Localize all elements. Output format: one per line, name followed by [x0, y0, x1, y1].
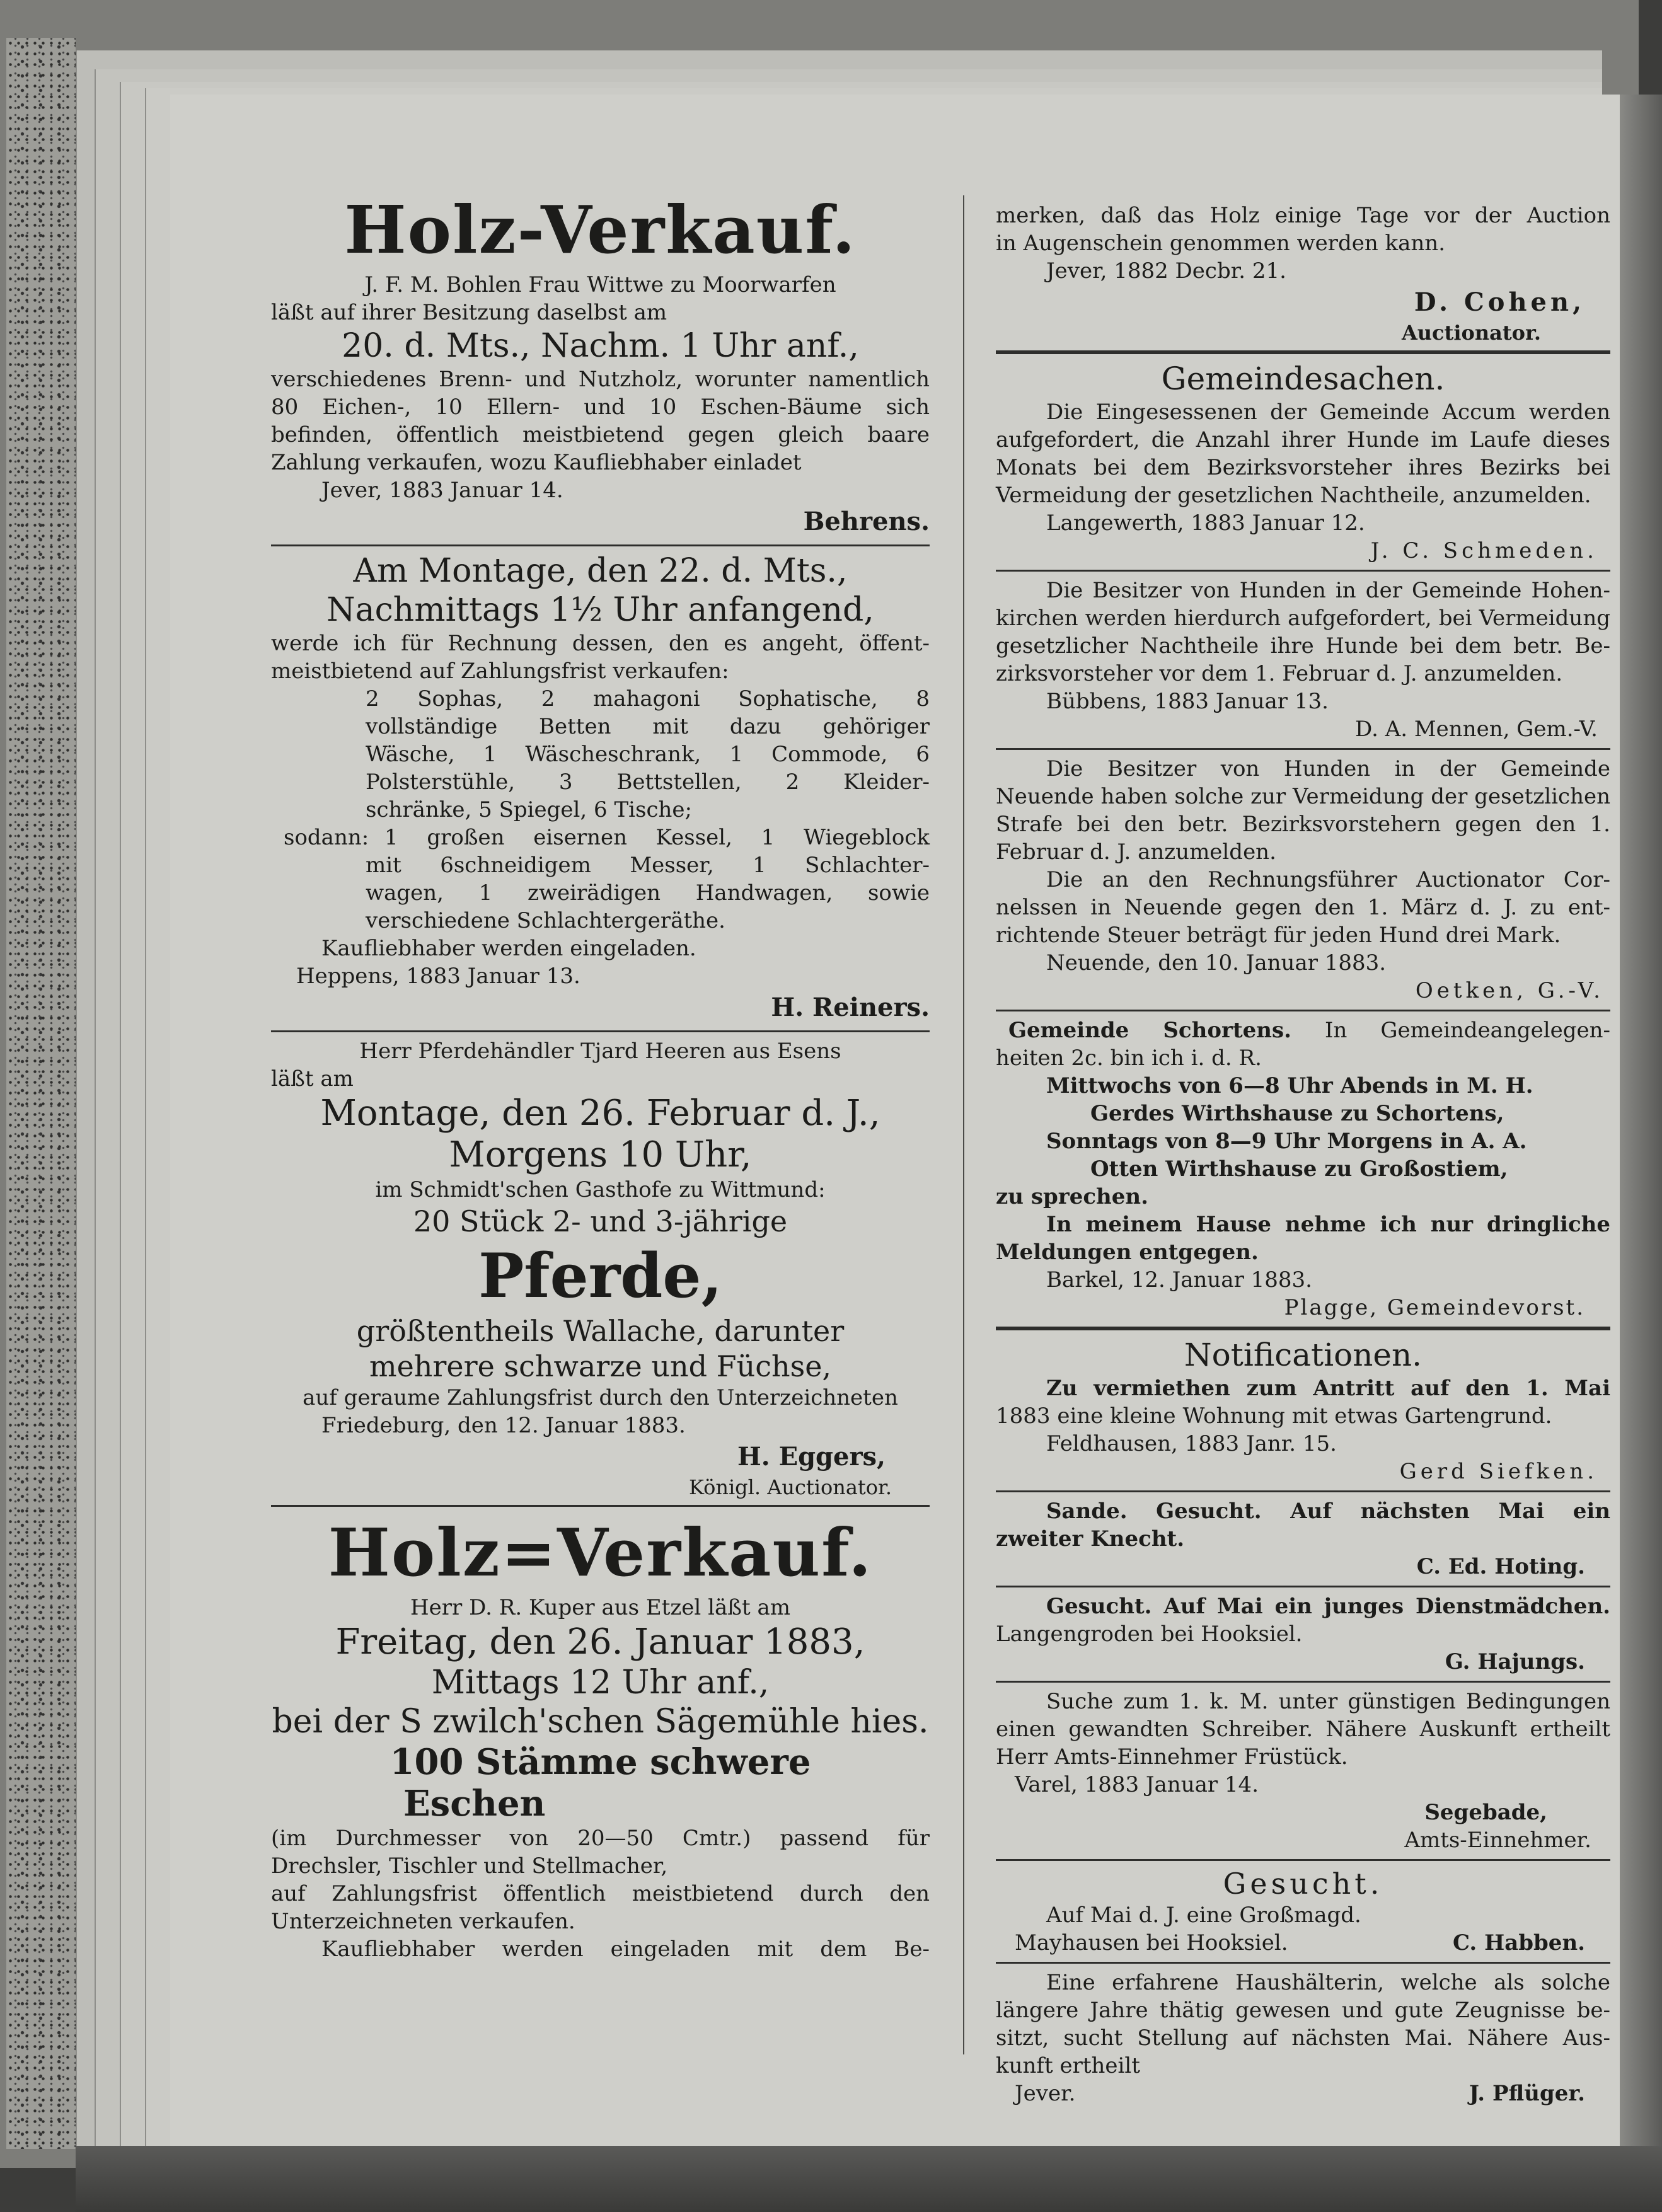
ad-place-date: Jever, 1883 Januar 14.: [321, 478, 563, 503]
ad-signature: Behrens.: [803, 507, 930, 536]
ad-date: Mittags 12 Uhr anf.,: [431, 1664, 770, 1702]
notif-line: 1883 eine kleine Wohnung mit etwas Gartengrund.: [996, 1403, 1552, 1429]
notice-line: Die Eingesessenen der Gemeinde Accum werden: [1046, 400, 1610, 425]
ad-line: auf geraume Zahlungsfrist durch den Unterzeichneten: [303, 1385, 898, 1410]
notice-line: Vermeidung der gesetzlichen Nachtheile, anzumelden.: [996, 483, 1591, 508]
ad-line: Herr D. R. Kuper aus Etzel läßt am: [410, 1595, 790, 1620]
notice-place-date: Barkel, 12. Januar 1883.: [1046, 1267, 1312, 1293]
ad-title: Pferde,: [478, 1240, 722, 1311]
notif-line: Langengroden bei Hooksiel.: [996, 1622, 1303, 1647]
notice-hohenkirchen: [996, 577, 1610, 743]
notice-line: zu sprechen.: [996, 1184, 1148, 1209]
notice-separator: [996, 570, 1610, 572]
ad-sodann-label: sodann:: [284, 825, 369, 850]
notif-signature: C. Habben.: [1452, 1930, 1585, 1956]
notif-signature: J. Pflüger.: [1469, 2081, 1585, 2106]
ad-line: läßt auf ihrer Besitzung daselbst am: [271, 300, 667, 325]
section-title: Gemeindesachen.: [1161, 360, 1445, 397]
ad-line: 100 Stämme schwere: [390, 1741, 811, 1783]
notif-line: längere Jahre thätig gewesen und gute Zeugnisse be-: [996, 1998, 1610, 2023]
ad-separator: [271, 1505, 930, 1507]
notice-signature: J. C. Schmeden.: [1370, 538, 1598, 563]
notice-schortens: [996, 1017, 1610, 1322]
ad-item-line: Polsterstühle, 3 Bettstellen, 2 Kleider-: [366, 769, 930, 795]
notice-accum: [996, 398, 1610, 565]
notif-separator: [996, 1586, 1610, 1587]
notif-signature: G. Hajungs.: [1445, 1649, 1585, 1674]
ad-line: in Augenschein genommen werden kann.: [996, 231, 1446, 256]
notice-place-date: Langewerth, 1883 Januar 12.: [1046, 510, 1365, 536]
ad-item-line: wagen, 1 zweirädigen Handwagen, sowie: [366, 880, 930, 906]
ad-line: J. F. M. Bohlen Frau Wittwe zu Moorwarfen: [364, 272, 836, 297]
ad-line: Drechsler, Tischler und Stellmacher,: [271, 1853, 668, 1879]
notice-line: Meldungen entgegen.: [996, 1240, 1259, 1265]
ad-item-line: 1 großen eisernen Kessel, 1 Wiegeblock: [384, 825, 930, 850]
ad-date: 20. d. Mts., Nachm. 1 Uhr anf.,: [342, 327, 859, 365]
notif-footer-row: [996, 2080, 1610, 2107]
notice-line: Sonntags von 8—9 Uhr Morgens in A. A.: [1046, 1129, 1527, 1154]
notice-separator: [996, 1010, 1610, 1011]
notice-line: aufgefordert, die Anzahl ihrer Hunde im Laufe dieses: [996, 427, 1610, 452]
notif-line: Gesucht. Auf Mai ein junges Dienstmädchen.: [1046, 1594, 1610, 1619]
notif-place-date: Varel, 1883 Januar 14.: [1015, 1772, 1259, 1797]
left-column: [271, 189, 930, 1963]
ad-line: im Schmidt'schen Gasthofe zu Wittmund:: [375, 1177, 826, 1202]
ad-line: Zahlung verkaufen, wozu Kaufliebhaber einladet: [271, 450, 802, 475]
notice-place-date: Bübbens, 1883 Januar 13.: [1046, 689, 1329, 714]
ad-place-date: Heppens, 1883 Januar 13.: [296, 964, 580, 989]
notice-signature: D. A. Mennen, Gem.-V.: [1355, 717, 1598, 742]
notice-line: Monats bei dem Bezirksvorsteher ihres Bezirks bei: [996, 455, 1610, 480]
notice-line: Die Besitzer von Hunden in der Gemeinde: [1046, 756, 1610, 781]
ad-line: meistbietend auf Zahlungsfrist verkaufen:: [271, 659, 729, 684]
notice-line: Die Besitzer von Hunden in der Gemeinde Hohen-: [1046, 578, 1610, 603]
ad-title: Holz-Verkauf.: [344, 191, 857, 268]
notice-signature: Oetken, G.-V.: [1415, 978, 1604, 1003]
notice-line: Gerdes Wirthshause zu Schortens,: [1090, 1101, 1504, 1126]
notif-line: Zu vermiethen zum Antritt auf den 1. Mai: [1046, 1376, 1610, 1401]
ad-line: läßt am: [271, 1066, 354, 1092]
ad-line: Kaufliebhaber werden eingeladen.: [321, 936, 696, 961]
notif-line: einen gewandten Schreiber. Nähere Auskunft ertheilt: [996, 1717, 1610, 1742]
ad-line: Eschen: [403, 1783, 546, 1824]
notice-line: Otten Wirthshause zu Großostiem,: [1090, 1156, 1508, 1182]
ad-signature: D. Cohen,: [1414, 287, 1585, 317]
ad-line: 80 Eichen-, 10 Ellern- und 10 Eschen-Bäume sich: [271, 395, 930, 420]
notif-separator: [996, 1681, 1610, 1683]
column-divider: [963, 195, 964, 2054]
notice-neuende: [996, 755, 1610, 1005]
ad-line: verschiedenes Brenn- und Nutzholz, worunter namentlich: [271, 367, 930, 392]
notice-line: heiten 2c. bin ich i. d. R.: [996, 1046, 1262, 1071]
notice-text: In Gemeindeangelegen-: [1325, 1018, 1610, 1043]
notif-line: Auf Mai d. J. eine Großmagd.: [1046, 1903, 1361, 1928]
ad-holz-verkauf-kuper: [271, 1512, 930, 1963]
notif-line: zweiter Knecht.: [996, 1526, 1185, 1552]
notif-separator: [996, 1490, 1610, 1492]
ad-pferde-heeren: [271, 1037, 930, 1500]
ad-separator: [271, 1030, 930, 1032]
notice-signature: Plagge, Gemeindevorst.: [1284, 1295, 1585, 1320]
ad-continuation-cohen: [996, 202, 1610, 345]
notif-separator: [996, 1962, 1610, 1964]
ad-date: Montage, den 26. Februar d. J.,: [320, 1093, 880, 1134]
notif-line: Herr Amts-Einnehmer Früstück.: [996, 1744, 1348, 1770]
page-bottom-edge: [76, 2146, 1662, 2212]
notif-title: Gesucht.: [1223, 1867, 1383, 1901]
notice-line: gesetzlicher Nachtheile ihre Hunde bei dem betr. Be-: [996, 633, 1610, 659]
notif-separator: [996, 1859, 1610, 1861]
ad-title: Holz=Verkauf.: [328, 1514, 873, 1591]
ad-line: mehrere schwarze und Füchse,: [369, 1349, 832, 1383]
notif-schreiber: [996, 1688, 1610, 1854]
page-right-edge: [1620, 95, 1662, 2212]
notice-separator: [996, 748, 1610, 750]
ad-line: Herr Pferdehändler Tjard Heeren aus Esens: [359, 1039, 841, 1064]
notif-dienstmaedchen: [996, 1593, 1610, 1676]
notice-line: In meinem Hause nehme ich nur dringliche: [1046, 1212, 1610, 1237]
section-separator: [996, 1327, 1610, 1330]
notif-footer-row: [996, 1929, 1610, 1957]
ad-headline: Am Montage, den 22. d. Mts.,: [353, 552, 848, 590]
ad-place-date: Friedeburg, den 12. Januar 1883.: [321, 1413, 686, 1438]
notif-line: Suche zum 1. k. M. unter günstigen Bedingungen: [1046, 1689, 1610, 1714]
notice-line: Neuende haben solche zur Vermeidung der gesetzlichen: [996, 784, 1610, 809]
ad-auction-reiners: [271, 551, 930, 1025]
ad-line: 20 Stück 2- und 3-jährige: [413, 1204, 788, 1238]
marbled-edge: [6, 38, 76, 2149]
notice-line: nelssen in Neuende gegen den 1. März d. J. zu ent-: [996, 895, 1610, 920]
ad-place-date: Jever, 1882 Decbr. 21.: [1046, 258, 1286, 284]
ad-item-line: 2 Sophas, 2 mahagoni Sophatische, 8: [366, 686, 930, 711]
notif-line: sitzt, sucht Stellung auf nächsten Mai. Nähere Aus-: [996, 2025, 1610, 2051]
notif-signature: Gerd Siefken.: [1399, 1459, 1598, 1484]
ad-item-line: Wäsche, 1 Wäscheschrank, 1 Commode, 6: [366, 742, 930, 767]
ad-line: Unterzeichneten verkaufen.: [271, 1909, 575, 1934]
notif-haushaelterin: [996, 1969, 1610, 2107]
ad-line: werde ich für Rechnung dessen, den es angeht, öffent-: [271, 631, 930, 656]
notif-signature: Segebade,: [1424, 1800, 1547, 1825]
section-separator: [996, 350, 1610, 354]
ad-signature-title: Auctionator.: [1401, 321, 1541, 345]
notif-place: Jever.: [1015, 2081, 1076, 2106]
ad-signature: H. Reiners.: [771, 993, 930, 1022]
notice-line: Die an den Rechnungsführer Auctionator Cor-: [1046, 867, 1610, 892]
ad-line: größtentheils Wallache, darunter: [356, 1314, 845, 1348]
section-title: Notificationen.: [1184, 1337, 1423, 1373]
notice-line: [996, 1017, 1610, 1044]
ad-item-line: mit 6schneidigem Messer, 1 Schlachter-: [366, 853, 930, 878]
notif-place-date: Feldhausen, 1883 Janr. 15.: [1046, 1431, 1337, 1456]
notice-line: kirchen werden hierdurch aufgefordert, bei Vermeidung: [996, 606, 1610, 631]
ad-line: Kaufliebhaber werden eingeladen mit dem Be-: [321, 1937, 930, 1962]
notice-line: Februar d. J. anzumelden.: [996, 839, 1276, 865]
notice-line: Mittwochs von 6—8 Uhr Abends in M. H.: [1046, 1073, 1533, 1098]
ad-item-line: schränke, 5 Spiegel, 6 Tische;: [366, 797, 692, 822]
ad-headline: Nachmittags 1½ Uhr anfangend,: [326, 591, 874, 629]
ad-date: Morgens 10 Uhr,: [449, 1134, 752, 1175]
notif-signature-title: Amts-Einnehmer.: [1404, 1828, 1591, 1853]
ad-line: auf Zahlungsfrist öffentlich meistbietend durch den: [271, 1881, 930, 1906]
notif-place: Mayhausen bei Hooksiel.: [1015, 1930, 1288, 1956]
notif-signature: C. Ed. Hoting.: [1416, 1554, 1585, 1579]
ad-item-line: verschiedene Schlachtergeräthe.: [366, 908, 725, 933]
ad-signature-title: Königl. Auctionator.: [689, 1475, 892, 1499]
ad-holz-verkauf-bohlen: [271, 189, 930, 539]
notif-grossmagd: [996, 1866, 1610, 1957]
ad-line: merken, daß das Holz einige Tage vor der Auction: [996, 203, 1610, 228]
notif-knecht: [996, 1497, 1610, 1581]
notif-line: kunft ertheilt: [996, 2053, 1140, 2078]
right-column: [996, 202, 1610, 2107]
ad-item-line: vollständige Betten mit dazu gehöriger: [366, 714, 930, 739]
ad-line: bei der S zwilch'schen Sägemühle hies.: [272, 1703, 929, 1741]
notice-line: zirksvorsteher vor dem 1. Februar d. J. anzumelden.: [996, 661, 1563, 686]
notif-line: Sande. Gesucht. Auf nächsten Mai ein: [1046, 1499, 1610, 1524]
ad-sodann-row: [271, 824, 930, 851]
ad-line: befinden, öffentlich meistbietend gegen gleich baare: [271, 422, 930, 447]
ad-signature: H. Eggers,: [737, 1442, 886, 1472]
notice-place-date: Neuende, den 10. Januar 1883.: [1046, 950, 1387, 976]
notice-line: richtende Steuer beträgt für jeden Hund drei Mark.: [996, 923, 1561, 948]
ad-separator: [271, 544, 930, 546]
notice-lead: Gemeinde Schortens.: [1008, 1018, 1291, 1043]
ad-line: (im Durchmesser von 20—50 Cmtr.) passend für: [271, 1826, 930, 1851]
notif-vermiethen: [996, 1374, 1610, 1485]
notif-line: Eine erfahrene Haushälterin, welche als solche: [1046, 1970, 1610, 1995]
ad-date: Freitag, den 26. Januar 1883,: [335, 1622, 865, 1662]
notice-line: Strafe bei den betr. Bezirksvorstehern gegen den 1.: [996, 812, 1610, 837]
